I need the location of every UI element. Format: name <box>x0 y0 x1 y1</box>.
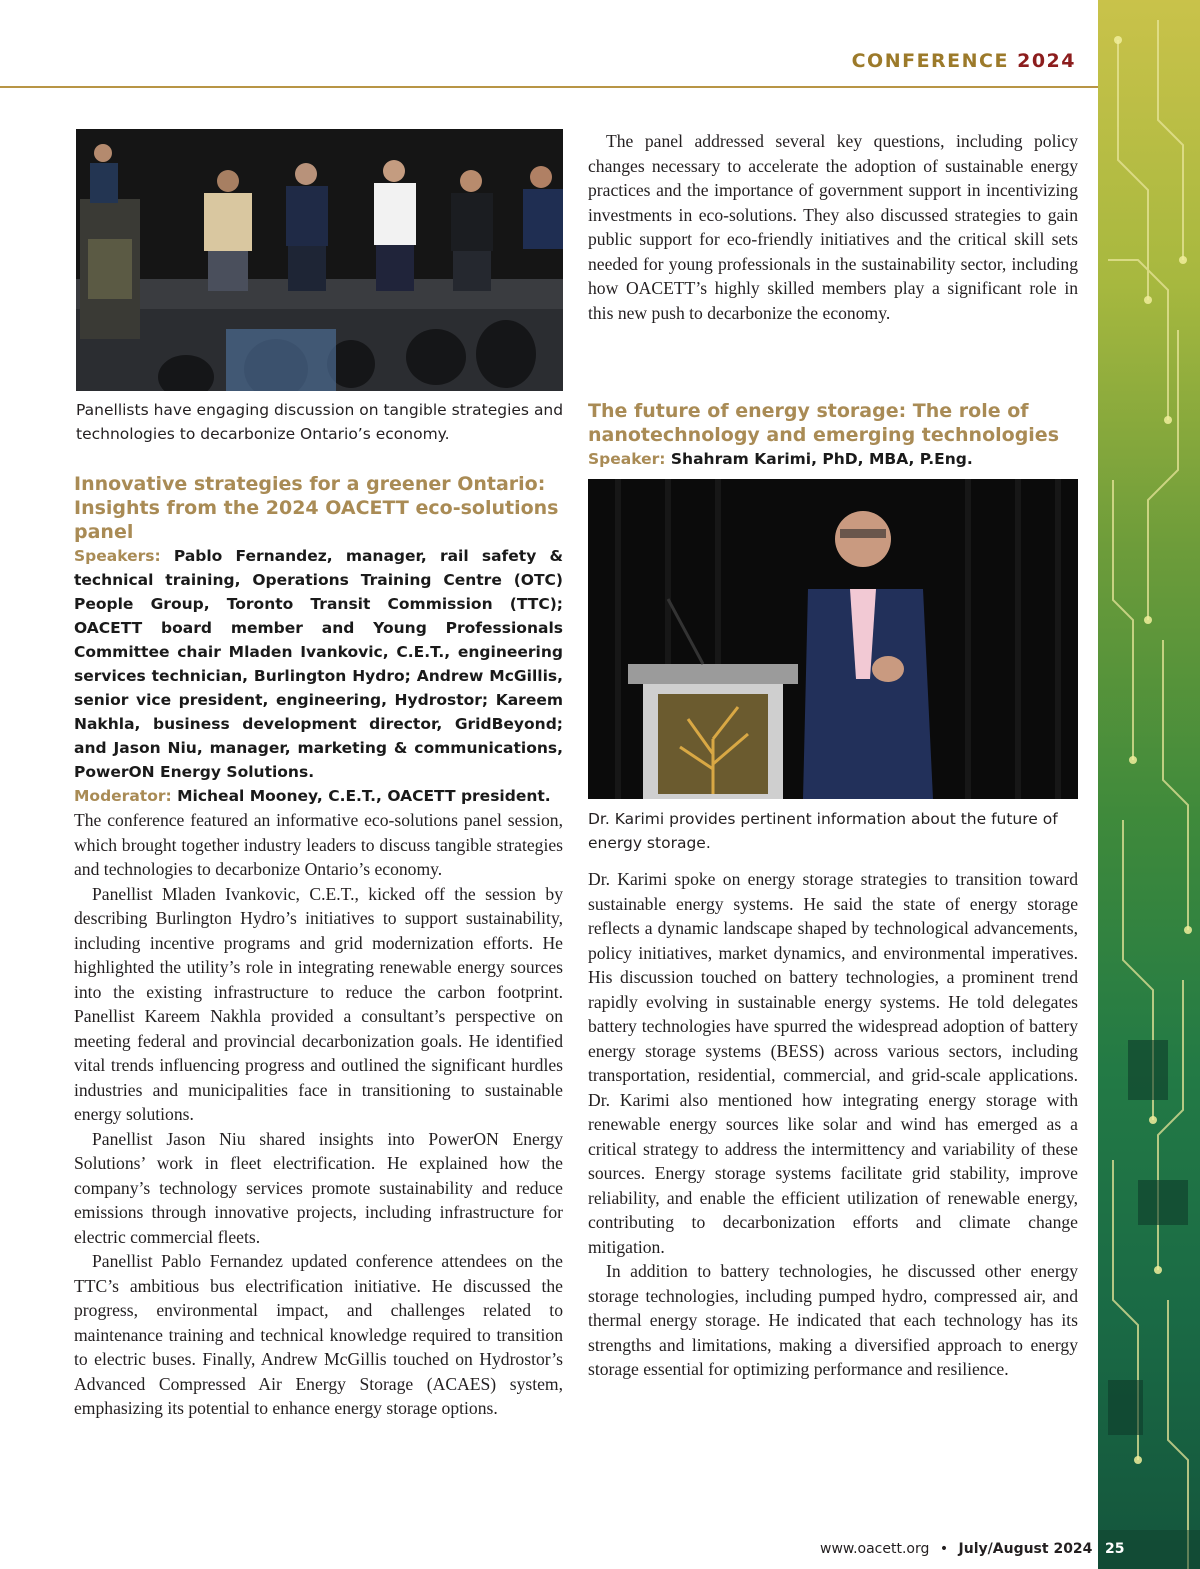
panel-body-text <box>74 808 563 1421</box>
page-header <box>0 48 1098 84</box>
moderator-name: Micheal Mooney, C.E.T., OACETT president. <box>177 787 551 805</box>
header-rule <box>0 86 1098 88</box>
section-year: 2024 <box>1017 50 1076 72</box>
circuit-board-decoration <box>1098 0 1200 1569</box>
panel-discussion-photo <box>76 129 563 391</box>
body-paragraph: The panel addressed several key questions, including policy changes necessary to accelerate the adoption of sustainable energy practices and the importance of government support in incentivizing investments in eco-solutions. They also discussed strategies to gain public support for eco-friendly initiatives and the critical skill sets needed for young professionals in the sustainability sector, including how OACETT’s highly skilled members play a significant role in this new push to decarbonize the economy. <box>588 131 1078 323</box>
circuit-pattern-graphic <box>1098 0 1200 1569</box>
speaker-photo <box>588 479 1078 799</box>
speaker-label: Speaker: <box>588 450 666 468</box>
moderator-label: Moderator: <box>74 787 172 805</box>
left-column <box>74 472 563 1421</box>
energy-storage-section-header <box>588 399 1078 471</box>
right-intro-text <box>588 129 1078 325</box>
footer-website: www.oacett.org <box>820 1541 930 1557</box>
panel-moderator <box>74 784 563 808</box>
section-title <box>852 50 1076 72</box>
speaker-name: Shahram Karimi, PhD, MBA, P.Eng. <box>670 450 973 468</box>
body-paragraph: The conference featured an informative eco-solutions panel session, which brought together industry leaders to discuss tangible strategies and technologies to decarbonize Ontario’s economy. <box>74 810 563 879</box>
panel-section-heading: Innovative strategies for a greener Ontario: Insights from the 2024 OACETT eco-solutions panel <box>74 473 559 543</box>
page-footer <box>820 1541 1092 1557</box>
speakers-list: Pablo Fernandez, manager, rail safety & technical training, Operations Training Centre (OTC) People Group, Toronto Transit Commission (TTC); OACETT board member and Young Professionals Committee chair Mladen Ivankovic, C.E.T., engineering services technician, Burlington Hydro; Andrew McGillis, senior vice president, engineering, Hydrostor; Kareem Nakhla, business development director, GridBeyond; and Jason Niu, manager, marketing & communications, PowerON Energy Solutions. <box>74 547 563 781</box>
energy-storage-body-text <box>588 867 1078 1382</box>
speakers-label: Speakers: <box>74 547 161 565</box>
panel-photo-caption: Panellists have engaging discussion on tangible strategies and technologies to decarbonize Ontario’s economy. <box>76 401 564 443</box>
panel-speakers <box>74 544 563 784</box>
energy-storage-heading: The future of energy storage: The role of nanotechnology and emerging technologies <box>588 400 1060 446</box>
body-paragraph: Panellist Pablo Fernandez updated conference attendees on the TTC’s ambitious bus electrification initiative. He discussed the progress, environmental impact, and challenges related to maintenance training and technical knowledge required to transition to electric buses. Finally, Andrew McGillis touched on Hydrostor’s Advanced Compressed Air Energy Storage (ACAES) system, emphasizing its potential to enhance energy storage options. <box>74 1251 563 1418</box>
body-paragraph: Dr. Karimi spoke on energy storage strategies to transition toward sustainable energy systems. He said the state of energy storage reflects a dynamic landscape shaped by technological advancements, policy initiatives, market dynamics, and environmental imperatives. His discussion touched on battery technologies, a prominent trend rapidly evolving in sustainable energy systems. He told delegates battery technologies have spurred the widespread adoption of battery energy storage systems (BESS) across various sectors, including transportation, residential, commercial, and grid-scale applications. Dr. Karimi also mentioned how integrating energy storage with renewable energy sources like solar and wind has emerged as a critical strategy to address the intermittency and variability of these sources. Energy storage systems facilitate grid stability, improve reliability, and enable the efficient utilization of renewable energy, contributing to decarbonization efforts and climate change mitigation. <box>588 869 1078 1257</box>
section-name: CONFERENCE <box>851 50 1009 72</box>
body-paragraph: In addition to battery technologies, he discussed other energy storage technologies, including pumped hydro, compressed air, and thermal energy storage. He indicated that each technology has its strengths and limitations, making a diversified approach to energy storage essential for optimizing performance and resilience. <box>588 1261 1078 1379</box>
body-paragraph: Panellist Mladen Ivankovic, C.E.T., kicked off the session by describing Burlington Hydro’s initiatives to support sustainability, including incentive programs and grid modernization efforts. He highlighted the utility’s role in integrating renewable energy sources into the existing infrastructure to reduce the carbon footprint. Panellist Kareem Nakhla provided a consultant’s perspective on meeting federal and provincial decarbonization goals. He identified vital trends influencing progress and outlined the significant hurdles industries and municipalities face in transitioning to sustainable energy solutions. <box>74 883 563 1124</box>
footer-issue-date: July/August 2024 <box>958 1541 1093 1557</box>
body-paragraph: Panellist Jason Niu shared insights into PowerON Energy Solutions’ work in fleet electrification. He explained how the company’s technology services promote sustainability and reduce emissions through innovative projects, including infrastructure for electric commercial fleets. <box>74 1128 563 1247</box>
footer-separator: • <box>939 1541 949 1557</box>
energy-storage-speaker <box>588 447 1078 471</box>
speaker-photo-caption: Dr. Karimi provides pertinent information about the future of energy storage. <box>588 810 1058 852</box>
page-number: 25 <box>1105 1541 1125 1557</box>
